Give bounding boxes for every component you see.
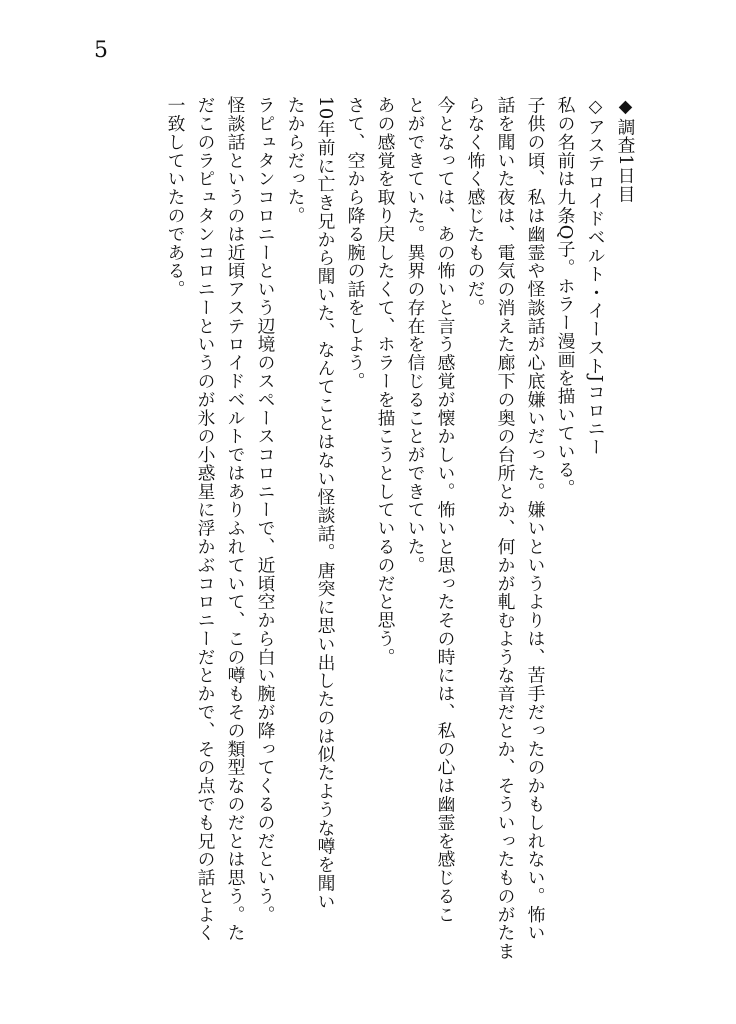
body-line: 私の名前は九条Q子。ホラー漫画を描いている。 <box>555 96 576 498</box>
body-line: 子供の頃、私は幽霊や怪談話が心底嫌いだった。嫌いというよりは、苦手だったのかもしれない。怖い <box>525 96 546 942</box>
vertical-text-body <box>160 96 640 976</box>
body-line: とができていた。異界の存在を信じることができていた。 <box>405 96 426 575</box>
body-line: さて、空から降る腕の話をしよう。 <box>345 96 366 391</box>
body-line: らなく怖く感じたものだ。 <box>465 96 486 317</box>
body-line: ラピュタンコロニーという辺境のスペースコロニーで、近頃空から白い腕が降ってくるのだという。 <box>255 96 276 924</box>
body-line: たからだった。 <box>285 96 306 225</box>
section-heading: ◆調査1日目 <box>615 96 636 204</box>
body-line: だこのラピュタンコロニーというのが氷の小惑星に浮かぶコロニーだとかで、その点でも兄の話とよく <box>195 96 216 942</box>
body-line: 10年前に亡き兄から聞いた、なんてことはない怪談話。唐突に思い出したのは似たような噂を聞い <box>315 96 336 911</box>
body-line: あの感覚を取り戻したくて、ホラーを描こうとしているのだと思う。 <box>375 96 396 667</box>
body-line: 怪談話というのは近頃アステロイドベルトではありふれていて、この噂もその類型なのだとは思う。た <box>225 96 246 942</box>
page-number: 5 <box>94 38 108 63</box>
body-line: 一致していたのである。 <box>165 96 186 299</box>
location-heading: ◇アステロイドベルト・イーストJコロニー <box>585 96 606 457</box>
body-line: 今となっては、あの怖いと言う感覚が懐かしい。怖いと思ったその時には、私の心は幽霊を感じるこ <box>435 96 456 924</box>
body-line: 話を聞いた夜は、電気の消えた廊下の奥の台所とか、何かが軋むような音だとか、そういったものがたま <box>495 96 516 961</box>
